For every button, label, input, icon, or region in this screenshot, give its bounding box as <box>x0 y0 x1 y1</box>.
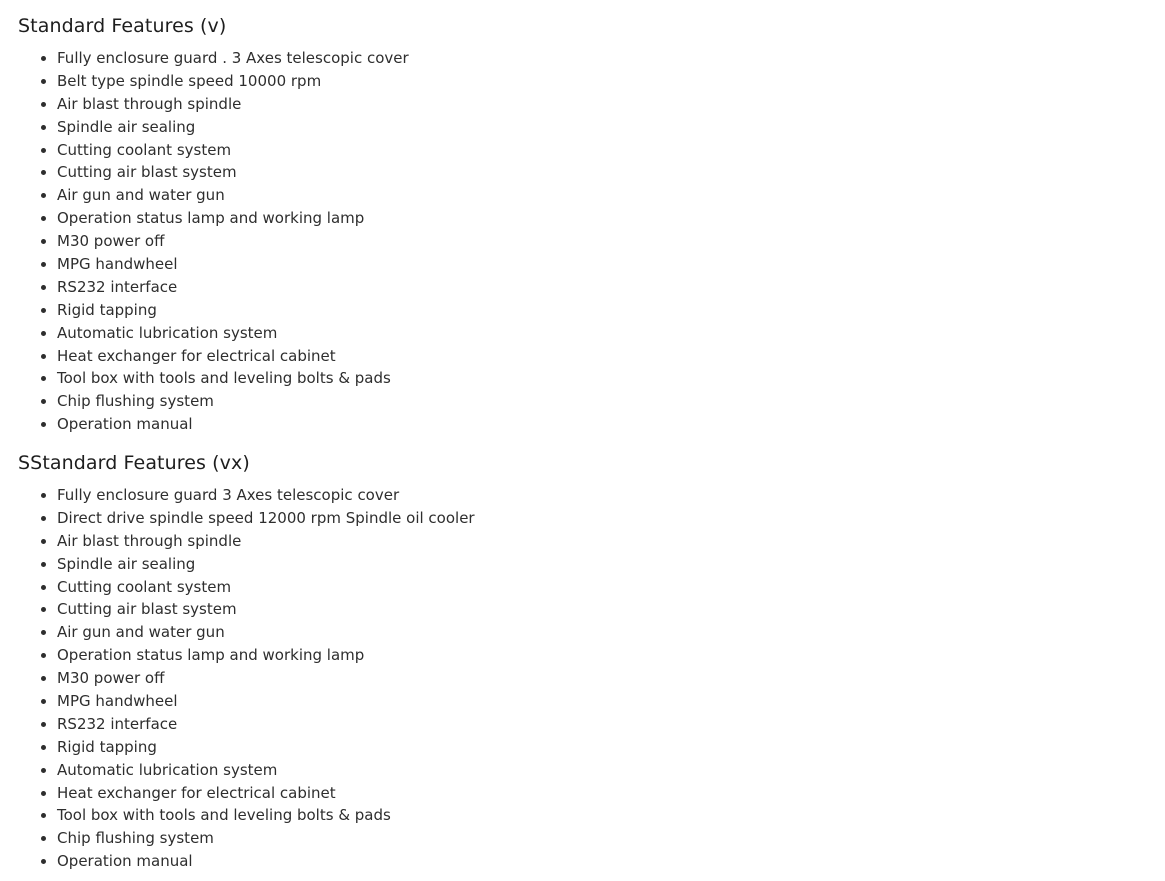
list-item <box>18 70 409 93</box>
list-item <box>18 667 475 690</box>
list-item-label: Cutting coolant system <box>57 577 232 596</box>
list-item-label: Air gun and water gun <box>57 623 225 642</box>
standard-features-vx-section <box>18 449 475 873</box>
list-item-label: Spindle air sealing <box>57 117 196 136</box>
bullet-icon <box>41 399 46 404</box>
list-item-label: Rigid tapping <box>57 737 157 756</box>
list-item-label: Operation manual <box>57 415 193 434</box>
list-item-label: Operation status lamp and working lamp <box>57 209 365 228</box>
bullet-icon <box>41 354 46 359</box>
list-item <box>18 413 409 436</box>
list-item <box>18 276 409 299</box>
bullet-icon <box>41 262 46 267</box>
list-item-label: Tool box with tools and leveling bolts & pads <box>57 806 391 825</box>
list-item <box>18 184 409 207</box>
list-item-label: Heat exchanger for electrical cabinet <box>57 346 336 365</box>
list-item <box>18 530 475 553</box>
bullet-icon <box>41 813 46 818</box>
bullet-icon <box>41 193 46 198</box>
bullet-icon <box>41 516 46 521</box>
list-item-label: Spindle air sealing <box>57 554 196 573</box>
list-item-label: Rigid tapping <box>57 300 157 319</box>
list-item <box>18 804 475 827</box>
list-item <box>18 345 409 368</box>
bullet-icon <box>41 768 46 773</box>
list-item-label: Automatic lubrication system <box>57 760 278 779</box>
bullet-icon <box>41 676 46 681</box>
list-item-label: Air blast through spindle <box>57 531 242 550</box>
bullet-icon <box>41 102 46 107</box>
bullet-icon <box>41 493 46 498</box>
list-item <box>18 576 475 599</box>
list-item-label: Belt type spindle speed 10000 rpm <box>57 71 322 90</box>
list-item-label: M30 power off <box>57 232 165 251</box>
list-item-label: Heat exchanger for electrical cabinet <box>57 783 336 802</box>
bullet-icon <box>41 859 46 864</box>
bullet-icon <box>41 585 46 590</box>
bullet-icon <box>41 607 46 612</box>
list-item <box>18 507 475 530</box>
list-item-label: MPG handwheel <box>57 692 178 711</box>
list-item-label: Direct drive spindle speed 12000 rpm Spindle oil cooler <box>57 508 475 527</box>
bullet-icon <box>41 791 46 796</box>
bullet-icon <box>41 422 46 427</box>
bullet-icon <box>41 653 46 658</box>
list-item-label: Tool box with tools and leveling bolts & pads <box>57 369 391 388</box>
feature-list <box>18 47 409 436</box>
list-item-label: RS232 interface <box>57 714 178 733</box>
list-item <box>18 367 409 390</box>
list-item <box>18 139 409 162</box>
list-item <box>18 736 475 759</box>
list-item-label: Fully enclosure guard . 3 Axes telescopic cover <box>57 49 409 67</box>
bullet-icon <box>41 745 46 750</box>
section-title: Standard Features (v) <box>18 15 227 37</box>
list-item <box>18 553 475 576</box>
list-item <box>18 782 475 805</box>
list-item <box>18 207 409 230</box>
list-item <box>18 644 475 667</box>
list-item-label: RS232 interface <box>57 277 178 296</box>
list-item-label: Chip flushing system <box>57 392 214 411</box>
list-item <box>18 690 475 713</box>
bullet-icon <box>41 722 46 727</box>
list-item-label: Air gun and water gun <box>57 186 225 205</box>
list-item <box>18 116 409 139</box>
bullet-icon <box>41 630 46 635</box>
list-item <box>18 47 409 70</box>
list-item <box>18 390 409 413</box>
bullet-icon <box>41 376 46 381</box>
bullet-icon <box>41 539 46 544</box>
bullet-icon <box>41 79 46 84</box>
list-item <box>18 827 475 850</box>
bullet-icon <box>41 148 46 153</box>
bullet-icon <box>41 125 46 130</box>
list-item-label: Fully enclosure guard 3 Axes telescopic cover <box>57 486 400 504</box>
bullet-icon <box>41 699 46 704</box>
list-item-label: Operation manual <box>57 852 193 871</box>
list-item-label: Cutting coolant system <box>57 140 232 159</box>
list-item-label: Cutting air blast system <box>57 600 237 619</box>
bullet-icon <box>41 562 46 567</box>
list-item-label: Chip flushing system <box>57 829 214 848</box>
list-item <box>18 93 409 116</box>
list-item <box>18 713 475 736</box>
list-item-label: M30 power off <box>57 669 165 688</box>
bullet-icon <box>41 285 46 290</box>
bullet-icon <box>41 239 46 244</box>
list-item <box>18 253 409 276</box>
list-item <box>18 299 409 322</box>
bullet-icon <box>41 56 46 61</box>
list-item <box>18 161 409 184</box>
bullet-icon <box>41 331 46 336</box>
feature-list <box>18 484 475 873</box>
section-title: SStandard Features (vx) <box>18 452 250 474</box>
list-item-label: Automatic lubrication system <box>57 323 278 342</box>
list-item-label: MPG handwheel <box>57 255 178 274</box>
bullet-icon <box>41 216 46 221</box>
list-item <box>18 621 475 644</box>
bullet-icon <box>41 170 46 175</box>
list-item <box>18 759 475 782</box>
list-item <box>18 484 475 507</box>
list-item <box>18 322 409 345</box>
list-item-label: Air blast through spindle <box>57 94 242 113</box>
list-item <box>18 850 475 873</box>
standard-features-v-section <box>18 12 409 436</box>
list-item-label: Operation status lamp and working lamp <box>57 646 365 665</box>
list-item-label: Cutting air blast system <box>57 163 237 182</box>
bullet-icon <box>41 308 46 313</box>
bullet-icon <box>41 836 46 841</box>
list-item <box>18 598 475 621</box>
list-item <box>18 230 409 253</box>
